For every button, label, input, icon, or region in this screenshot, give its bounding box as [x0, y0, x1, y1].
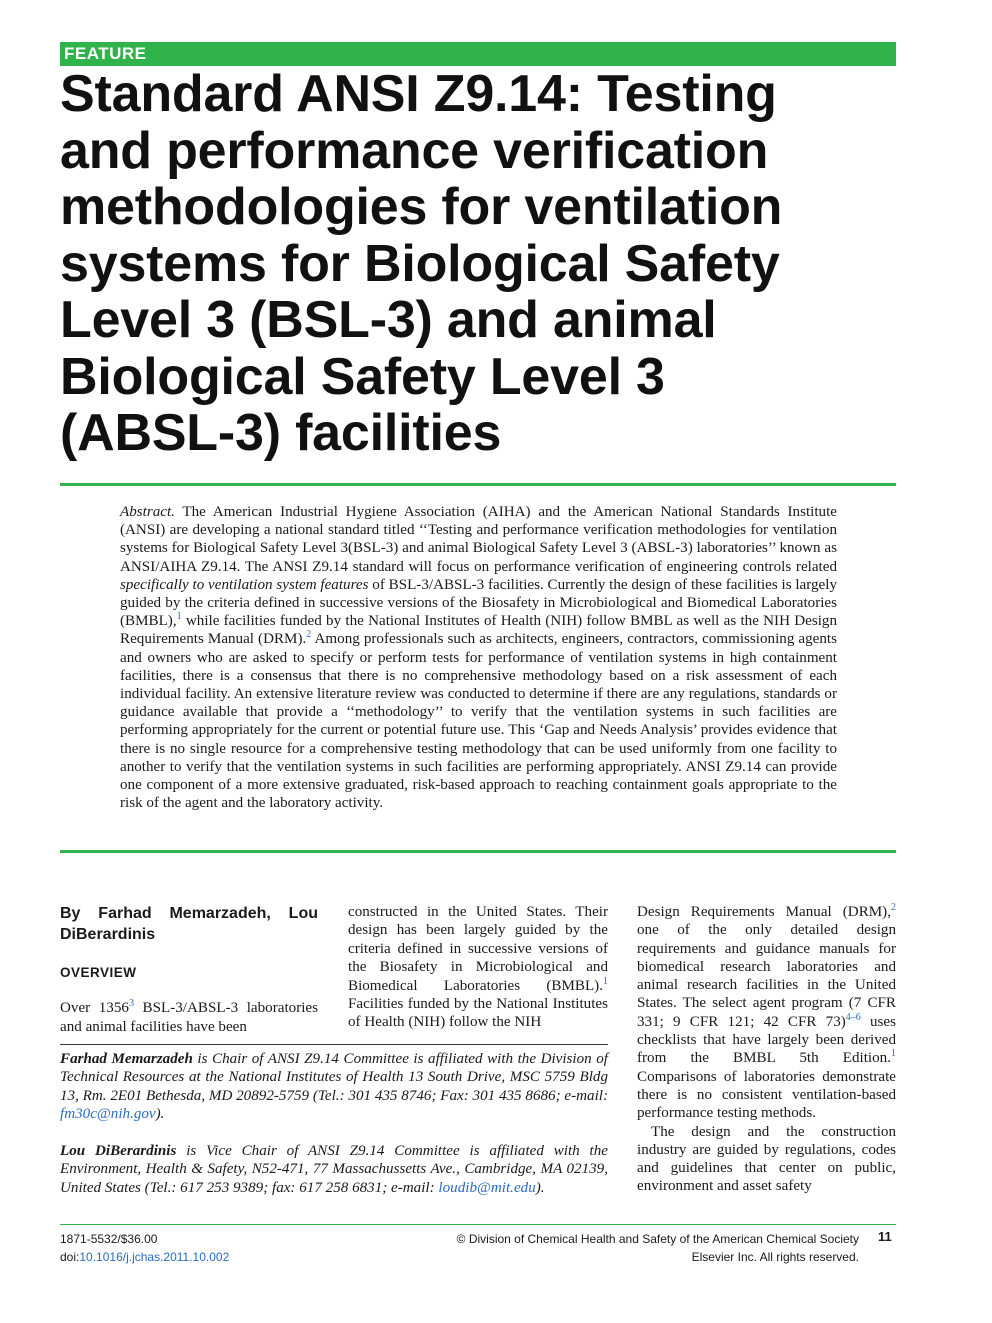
affiliation-text: ). — [155, 1106, 165, 1123]
abstract-emphasis: specifically to ventilation system features — [120, 576, 369, 593]
body-text: Comparisons of laboratories demonstrate there is no consistent ventilation-based performance testing methods. — [637, 1068, 896, 1122]
body-text-col1 — [60, 999, 318, 1036]
title-line: and performance verification — [60, 121, 769, 180]
email-link[interactable]: fm30c@nih.gov — [60, 1106, 156, 1123]
title-line: methodologies for ventilation — [60, 178, 783, 236]
section-heading: OVERVIEW — [60, 965, 137, 980]
doi-link[interactable]: 10.1016/j.jchas.2011.10.002 — [79, 1250, 230, 1264]
affiliation-text: is Chair of ANSI Z9.14 Committee is affiliated with the Division of Technical Resources at the National Institutes of Health 13 South Drive, MSC 5759 Bldg 13, Rm. 2E01 Bethesda, MD 20892-5759 (Tel.: 301 435 8746; Fax: 301 435 8686; e-mail: — [60, 1051, 608, 1104]
affiliation-note — [60, 1050, 608, 1124]
reference-link[interactable]: 1 — [891, 1048, 896, 1060]
affiliation-divider — [60, 1044, 608, 1045]
rights: Elsevier Inc. All rights reserved. — [691, 1250, 859, 1264]
body-text: Over 1356 — [60, 1000, 129, 1016]
body-text-col2 — [348, 903, 608, 1032]
doi-line — [60, 1248, 229, 1266]
title-divider — [60, 483, 896, 486]
reference-link[interactable]: 2 — [891, 901, 896, 913]
footer-right — [457, 1230, 859, 1266]
abstract-text: Among professionals such as architects, engineers, contractors, commissioning agents and owners who are asked to specify or perform tests for performance of ventilation systems in high containment facilities, there is a consensus that there is no comprehensive methodology based on a risk assessment of each individual facility. An extensive literature review was conducted to determine if there are any regulations, standards or guidance available that provide a ‘‘methodology’’ to verify that the ventilation systems in such facilities are performing appropriately for the current or potential future use. This ‘Gap and Needs Analysis’ provides evidence that there is no single resource for a comprehensive testing methodology that can be used uniformly from one facility to another to verify that the ventilation systems in such facilities are performing appropriately. ANSI Z9.14 can provide one component of a more extensive graduated, risk-based approach to reaching containment goals appropriate to the risk of the agent and the laboratory activity. — [120, 631, 837, 812]
abstract-text: of BSL-3/ABSL-3 facilities. Currently the design of these facilities is largely guided by the criteria defined in successive versions of the Biosafety in Microbiological and Biomedical Laboratories (BMBL), — [120, 576, 837, 630]
body-text: The design and the construction industry are guided by regulations, codes and guidelines that center on public, environment and asset safety — [637, 1123, 896, 1195]
body-text: Design Requirements Manual (DRM), — [637, 904, 891, 920]
abstract-text: while facilities funded by the National Institutes of Health (NIH) follow BMBL as well as the NIH Design Requirements Manual (DRM). — [120, 613, 837, 648]
body-text: uses checklists that have largely been derived from the BMBL 5th Edition. — [637, 1013, 896, 1067]
title-line: (ABSL-3) facilities — [60, 404, 502, 462]
affiliation-text: ). — [535, 1179, 545, 1196]
reference-link[interactable]: 2 — [306, 629, 312, 641]
footer-left — [60, 1230, 229, 1266]
title-line: Level 3 (BSL-3) and animal — [60, 291, 717, 349]
body-text: Facilities funded by the National Institutes of Health (NIH) follow the NIH — [348, 996, 608, 1031]
title-line: systems for Biological Safety — [60, 234, 780, 293]
author-name: Farhad Memarzadeh — [60, 1051, 193, 1067]
section-label: FEATURE — [64, 44, 147, 63]
page-number: 11 — [878, 1229, 892, 1244]
byline: By Farhad Memarzadeh, Lou DiBerardinis — [60, 905, 318, 943]
reference-link[interactable]: 3 — [128, 997, 134, 1009]
title-line: Biological Safety Level 3 — [60, 347, 665, 406]
issn: 1871-5532/$36.00 — [60, 1232, 158, 1246]
title-line: Standard ANSI Z9.14: Testing — [60, 65, 777, 123]
feature-band — [60, 42, 896, 66]
article-title — [60, 66, 896, 462]
abstract — [120, 503, 837, 812]
email-link[interactable]: loudib@mit.edu — [438, 1179, 536, 1196]
author-name: Lou DiBerardinis — [60, 1143, 177, 1159]
abstract-divider — [60, 850, 896, 853]
body-text: one of the only detailed design requirements and guidance manuals for biomedical research laboratories and animal research facilities in the United States. The select agent program (7 CFR 331; 9 CFR 121; 42 CFR 73) — [637, 922, 896, 1030]
reference-link[interactable]: 4–6 — [845, 1011, 861, 1023]
affiliation-text: is Vice Chair of ANSI Z9.14 Committee is affiliated with the Environment, Health & Safety, N52-471, 77 Massachussetts Ave., Cambridge, MA 02139, United States (Tel.: 617 253 9389; fax: 617 258 6831; e-mail: — [60, 1143, 608, 1196]
abstract-text: The American Industrial Hygiene Association (AIHA) and the American National Standards Institute (ANSI) are developing a national standard titled ‘‘Testing and performance verification methodologies for ventilation systems for Biological Safety Level 3(BSL-3) and animal Biological Safety Level 3 (ABSL-3) laboratories’’ known as ANSI/AIHA Z9.14. The ANSI Z9.14 standard will focus on performance verification of engineering controls related — [120, 504, 837, 575]
affiliation-note — [60, 1142, 608, 1197]
abstract-label: Abstract. — [120, 504, 175, 520]
body-text-col3 — [637, 903, 896, 1196]
body-text: constructed in the United States. Their design has been largely guided by the criteria defined in successive versions of the Biosafety in Microbiological and Biomedical Laboratories (BMBL). — [348, 904, 608, 994]
body-text: BSL-3/ABSL-3 laboratories and animal facilities have been — [60, 1000, 318, 1035]
reference-link[interactable]: 1 — [176, 611, 182, 623]
reference-link[interactable]: 1 — [603, 975, 608, 987]
footer-divider — [60, 1224, 896, 1225]
copyright: © Division of Chemical Health and Safety of the American Chemical Society — [456, 1232, 859, 1246]
doi-prefix: doi: — [60, 1250, 80, 1264]
